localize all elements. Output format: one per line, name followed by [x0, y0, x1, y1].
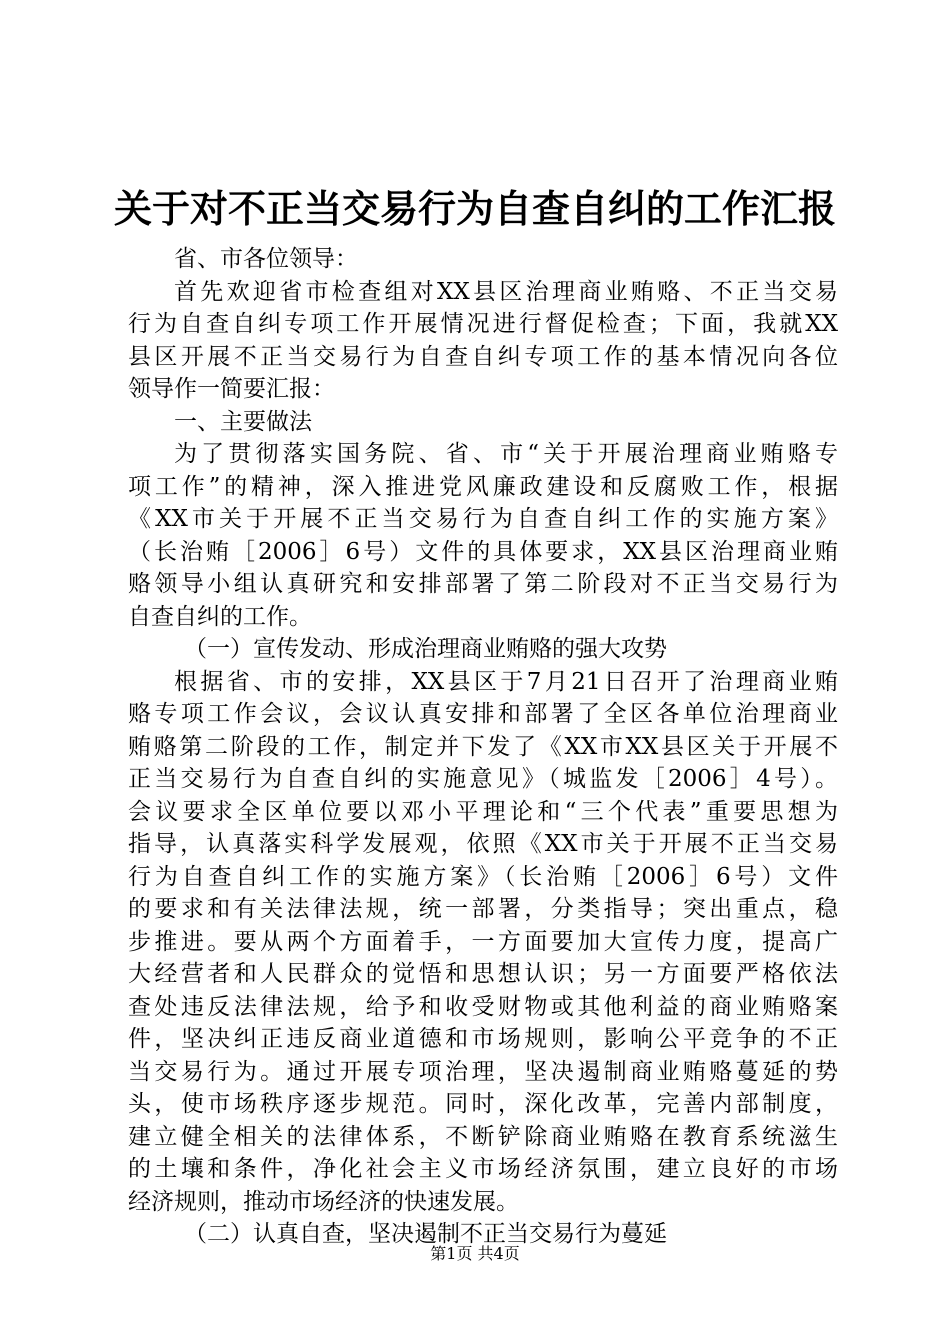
text-line: 行为自查自纠工作的实施方案》（长治贿［2006］6号）文件	[128, 863, 838, 890]
text-line: 建立健全相关的法律体系，不断铲除商业贿赂在教育系统滋生	[128, 1123, 838, 1150]
text-line: 自查自纠的工作。	[128, 603, 312, 630]
text-line: 赂专项工作会议，会议认真安排和部署了全区各单位治理商业	[128, 701, 838, 727]
text-line: 为了贯彻落实国务院、省、市“关于开展治理商业贿赂专	[174, 441, 838, 467]
text-line: 领导作一简要汇报：	[128, 376, 335, 402]
text-line: 的土壤和条件，净化社会主义市场经济氛围，建立良好的市场	[128, 1156, 838, 1182]
text-line: 县区开展不正当交易行为自查自纠专项工作的基本情况向各位	[128, 343, 838, 370]
text-line: （二）认真自查，坚决遏制不正当交易行为蔓延	[184, 1221, 667, 1247]
text-line: 一、主要做法	[174, 408, 312, 435]
text-line: 行为自查自纠专项工作开展情况进行督促检查；下面，我就XX	[128, 311, 838, 337]
text-line: （长治贿［2006］6号）文件的具体要求，XX县区治理商业贿	[128, 538, 838, 565]
document-title: 关于对不正当交易行为自查自纠的工作汇报	[113, 186, 836, 231]
text-line: 《XX市关于开展不正当交易行为自查自纠工作的实施方案》	[128, 506, 838, 532]
text-line: 步推进。要从两个方面着手，一方面要加大宣传力度，提高广	[128, 928, 838, 955]
text-line: 省、市各位领导：	[174, 246, 358, 272]
text-line: 的要求和有关法律法规，统一部署，分类指导；突出重点，稳	[128, 896, 838, 922]
text-line: 贿赂第二阶段的工作，制定并下发了《XX市XX县区关于开展不	[128, 733, 838, 760]
text-line: 赂领导小组认真研究和安排部署了第二阶段对不正当交易行为	[128, 571, 838, 597]
text-line: 会议要求全区单位要以邓小平理论和“三个代表”重要思想为	[128, 798, 838, 825]
text-line: 项工作”的精神，深入推进党风廉政建设和反腐败工作，根据	[128, 473, 838, 500]
text-line: 正当交易行为自查自纠的实施意见》（城监发［2006］4号）。	[128, 766, 838, 792]
text-line: 指导，认真落实科学发展观，依照《XX市关于开展不正当交易	[128, 831, 838, 857]
text-line: 件，坚决纠正违反商业道德和市场规则，影响公平竞争的不正	[128, 1026, 838, 1052]
text-line: 根据省、市的安排，XX县区于7月21日召开了治理商业贿	[174, 668, 838, 695]
text-line: 当交易行为。通过开展专项治理，坚决遏制商业贿赂蔓延的势	[128, 1058, 838, 1085]
text-line: 首先欢迎省市检查组对XX县区治理商业贿赂、不正当交易	[174, 278, 838, 305]
document-body	[128, 243, 838, 1251]
text-line: 经济规则，推动市场经济的快速发展。	[128, 1188, 519, 1215]
page-footer: 第1页 共4页	[430, 1244, 520, 1263]
text-line: 查处违反法律法规，给予和收受财物或其他利益的商业贿赂案	[128, 993, 838, 1020]
text-line: 大经营者和人民群众的觉悟和思想认识；另一方面要严格依法	[128, 961, 838, 987]
text-line: （一）宣传发动、形成治理商业贿赂的强大攻势	[184, 636, 667, 662]
text-line: 头，使市场秩序逐步规范。同时，深化改革，完善内部制度，	[128, 1091, 838, 1117]
